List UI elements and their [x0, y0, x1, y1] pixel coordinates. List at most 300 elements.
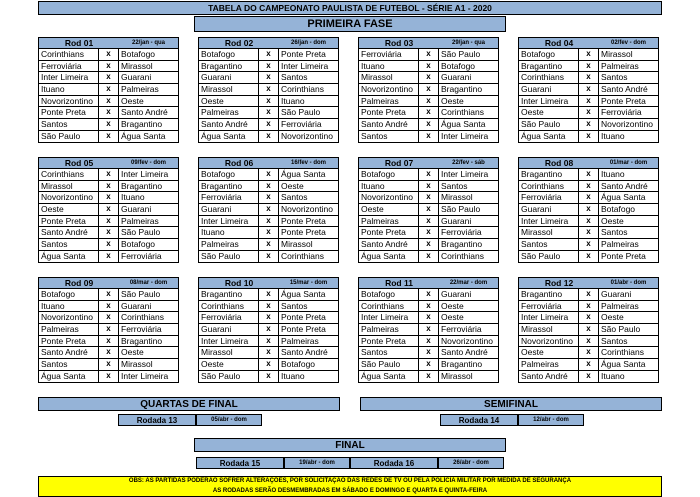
- away-team: Ferroviária: [441, 324, 482, 335]
- home-team: Oeste: [199, 359, 259, 370]
- round-header: [518, 277, 659, 289]
- match-row: [198, 204, 339, 216]
- round-table: [358, 157, 499, 263]
- versus-mark: x: [99, 107, 119, 118]
- home-team: São Paulo: [199, 251, 259, 262]
- away-team: Oeste: [281, 180, 304, 191]
- away-team: Botafogo: [281, 359, 316, 370]
- match-row: [358, 169, 499, 181]
- round-table: [518, 37, 659, 143]
- away-team: Santos: [441, 180, 468, 191]
- home-team: Corinthians: [519, 181, 579, 192]
- observation-note: [38, 476, 662, 497]
- match-row: [518, 169, 659, 181]
- match-row: [518, 251, 659, 263]
- versus-mark: x: [419, 336, 439, 347]
- match-row: [198, 192, 339, 204]
- home-team: Bragantino: [519, 289, 579, 300]
- versus-mark: x: [99, 96, 119, 107]
- match-row: [198, 49, 339, 61]
- match-row: [358, 49, 499, 61]
- versus-mark: x: [419, 359, 439, 370]
- versus-mark: x: [579, 336, 599, 347]
- match-row: [358, 289, 499, 301]
- round-header: [38, 37, 179, 49]
- match-row: [518, 347, 659, 359]
- round-name: Rod 02: [224, 38, 254, 48]
- home-team: Oeste: [39, 204, 99, 215]
- away-team: Mirassol: [121, 60, 153, 71]
- match-row: [358, 324, 499, 336]
- away-team: Oeste: [601, 312, 624, 323]
- home-team: Guarani: [519, 84, 579, 95]
- home-team: Ferroviária: [519, 192, 579, 203]
- round-header: [198, 37, 339, 49]
- away-team: Corinthians: [121, 312, 164, 323]
- round-header: [358, 277, 499, 289]
- home-team: Ponte Preta: [39, 107, 99, 118]
- away-team: Santos: [281, 72, 308, 83]
- away-team: Palmeiras: [121, 84, 159, 95]
- away-team: Oeste: [441, 312, 464, 323]
- away-team: Ituano: [281, 95, 305, 106]
- match-row: [198, 251, 339, 263]
- away-team: Mirassol: [121, 359, 153, 370]
- home-team: Santo André: [519, 371, 579, 382]
- away-team: Palmeiras: [281, 335, 319, 346]
- away-team: Oeste: [601, 215, 624, 226]
- round-header: [38, 157, 179, 169]
- home-team: Inter Limeira: [199, 336, 259, 347]
- away-team: Ponte Preta: [601, 95, 646, 106]
- match-row: [358, 347, 499, 359]
- round-name: Rod 06: [224, 158, 254, 168]
- away-team: Água Santa: [121, 130, 166, 141]
- versus-mark: x: [579, 131, 599, 142]
- home-team: Inter Limeira: [519, 96, 579, 107]
- match-row: [358, 227, 499, 239]
- versus-mark: x: [99, 301, 119, 312]
- away-team: Botafogo: [601, 204, 636, 215]
- quarterfinals-date: 05/abr - dom: [196, 414, 262, 426]
- versus-mark: x: [259, 72, 279, 83]
- away-team: São Paulo: [601, 324, 641, 335]
- home-team: Palmeiras: [199, 239, 259, 250]
- match-row: [198, 312, 339, 324]
- away-team: Corinthians: [441, 107, 484, 118]
- versus-mark: x: [579, 204, 599, 215]
- match-row: [358, 61, 499, 73]
- home-team: Botafogo: [39, 289, 99, 300]
- away-team: Bragantino: [121, 180, 163, 191]
- final-date-1: 19/abr - dom: [284, 457, 350, 469]
- match-row: [358, 216, 499, 228]
- home-team: Ituano: [199, 227, 259, 238]
- away-team: Corinthians: [281, 84, 324, 95]
- match-row: [38, 107, 179, 119]
- away-team: Santo André: [121, 107, 168, 118]
- home-team: Ferroviária: [39, 61, 99, 72]
- home-team: Ituano: [39, 84, 99, 95]
- round-name: Rod 09: [64, 278, 94, 288]
- versus-mark: x: [419, 289, 439, 300]
- versus-mark: x: [259, 347, 279, 358]
- match-row: [38, 312, 179, 324]
- versus-mark: x: [579, 96, 599, 107]
- away-team: Santos: [601, 227, 628, 238]
- final-round-1: Rodada 15: [196, 457, 284, 469]
- match-row: [38, 301, 179, 313]
- home-team: Novorizontino: [39, 192, 99, 203]
- versus-mark: x: [579, 359, 599, 370]
- away-team: Santos: [281, 300, 308, 311]
- away-team: Palmeiras: [601, 239, 639, 250]
- home-team: Novorizontino: [39, 96, 99, 107]
- versus-mark: x: [99, 119, 119, 130]
- home-team: Mirassol: [359, 72, 419, 83]
- away-team: Corinthians: [441, 250, 484, 261]
- home-team: Novorizontino: [519, 336, 579, 347]
- away-team: Corinthians: [601, 347, 644, 358]
- match-row: [198, 131, 339, 143]
- match-row: [518, 227, 659, 239]
- versus-mark: x: [579, 49, 599, 60]
- semifinal-round: Rodada 14: [440, 414, 518, 426]
- round-header: [358, 157, 499, 169]
- versus-mark: x: [579, 251, 599, 262]
- home-team: Botafogo: [519, 49, 579, 60]
- versus-mark: x: [259, 251, 279, 262]
- versus-mark: x: [259, 227, 279, 238]
- home-team: Oeste: [519, 107, 579, 118]
- match-row: [198, 72, 339, 84]
- home-team: Santos: [359, 131, 419, 142]
- round-name: Rod 08: [544, 158, 574, 168]
- versus-mark: x: [259, 204, 279, 215]
- home-team: Oeste: [519, 347, 579, 358]
- round-date: 02/fev - dom: [610, 40, 646, 46]
- versus-mark: x: [99, 371, 119, 382]
- match-row: [518, 204, 659, 216]
- match-row: [358, 312, 499, 324]
- away-team: Mirassol: [281, 239, 313, 250]
- home-team: Inter Limeira: [519, 216, 579, 227]
- match-row: [38, 227, 179, 239]
- away-team: Ponte Preta: [281, 49, 326, 59]
- round-name: Rod 04: [544, 38, 574, 48]
- versus-mark: x: [419, 204, 439, 215]
- versus-mark: x: [259, 336, 279, 347]
- match-row: [38, 359, 179, 371]
- away-team: São Paulo: [281, 107, 321, 118]
- away-team: Ituano: [601, 130, 625, 141]
- match-row: [38, 216, 179, 228]
- home-team: Corinthians: [39, 49, 99, 60]
- home-team: Bragantino: [519, 61, 579, 72]
- versus-mark: x: [259, 169, 279, 180]
- home-team: Santo André: [199, 119, 259, 130]
- away-team: Bragantino: [441, 84, 483, 95]
- away-team: Ponte Preta: [281, 227, 326, 238]
- away-team: Bragantino: [121, 119, 163, 130]
- versus-mark: x: [579, 301, 599, 312]
- round-table: [38, 277, 179, 383]
- semifinal-date: 12/abr - dom: [518, 414, 584, 426]
- page-title: TABELA DO CAMPEONATO PAULISTA DE FUTEBOL - SÉRIE A1 - 2020: [38, 1, 662, 15]
- away-team: Água Santa: [281, 289, 326, 299]
- round-date: 08/mar - dom: [129, 280, 168, 286]
- match-row: [198, 336, 339, 348]
- versus-mark: x: [259, 239, 279, 250]
- versus-mark: x: [419, 131, 439, 142]
- versus-mark: x: [259, 289, 279, 300]
- home-team: São Paulo: [199, 371, 259, 382]
- home-team: Santo André: [39, 347, 99, 358]
- home-team: Palmeiras: [39, 324, 99, 335]
- match-row: [38, 119, 179, 131]
- home-team: São Paulo: [39, 131, 99, 142]
- quarterfinals-round: Rodada 13: [118, 414, 196, 426]
- match-row: [358, 181, 499, 193]
- match-row: [198, 347, 339, 359]
- home-team: Ferroviária: [199, 192, 259, 203]
- final-date-2: 26/abr - dom: [438, 457, 504, 469]
- home-team: Água Santa: [39, 251, 99, 262]
- versus-mark: x: [419, 84, 439, 95]
- versus-mark: x: [419, 72, 439, 83]
- away-team: Ponte Preta: [281, 312, 326, 323]
- away-team: Ferroviária: [601, 107, 642, 118]
- versus-mark: x: [579, 312, 599, 323]
- away-team: Ponte Preta: [281, 324, 326, 335]
- match-row: [198, 181, 339, 193]
- round-date: 26/jan - dom: [290, 40, 326, 46]
- match-row: [198, 301, 339, 313]
- match-row: [518, 359, 659, 371]
- away-team: Novorizontino: [441, 335, 493, 346]
- versus-mark: x: [419, 119, 439, 130]
- home-team: Santos: [359, 347, 419, 358]
- match-row: [198, 289, 339, 301]
- versus-mark: x: [259, 312, 279, 323]
- match-row: [38, 192, 179, 204]
- versus-mark: x: [99, 72, 119, 83]
- round-name: Rod 11: [385, 278, 413, 288]
- home-team: Ituano: [359, 181, 419, 192]
- home-team: Água Santa: [39, 371, 99, 382]
- round-name: Rod 12: [544, 278, 574, 288]
- match-row: [518, 72, 659, 84]
- match-row: [198, 96, 339, 108]
- versus-mark: x: [99, 251, 119, 262]
- match-row: [38, 49, 179, 61]
- home-team: Corinthians: [39, 169, 99, 180]
- observation-line-2: AS RODADAS SERÃO DESMEMBRADAS EM SÁBADO E DOMINGO E QUARTA E QUINTA-FEIRA: [212, 487, 488, 494]
- away-team: São Paulo: [441, 204, 481, 215]
- home-team: Inter Limeira: [359, 312, 419, 323]
- away-team: Inter Limeira: [281, 60, 329, 71]
- home-team: São Paulo: [519, 119, 579, 130]
- final-round-2: Rodada 16: [350, 457, 438, 469]
- versus-mark: x: [99, 61, 119, 72]
- away-team: Ferroviária: [441, 227, 482, 238]
- match-row: [358, 107, 499, 119]
- away-team: Água Santa: [281, 169, 326, 179]
- away-team: Santos: [281, 192, 308, 203]
- home-team: Santos: [39, 119, 99, 130]
- versus-mark: x: [259, 216, 279, 227]
- versus-mark: x: [259, 324, 279, 335]
- home-team: Novorizontino: [359, 192, 419, 203]
- away-team: Água Santa: [601, 192, 646, 203]
- home-team: Botafogo: [359, 169, 419, 180]
- versus-mark: x: [419, 49, 439, 60]
- away-team: Ituano: [281, 370, 305, 381]
- round-name: Rod 05: [64, 158, 94, 168]
- match-row: [198, 119, 339, 131]
- home-team: Guarani: [199, 72, 259, 83]
- match-row: [198, 239, 339, 251]
- away-team: Novorizontino: [281, 204, 333, 215]
- match-row: [518, 336, 659, 348]
- home-team: Ponte Preta: [359, 336, 419, 347]
- round-date: 01/abr - dom: [610, 280, 647, 286]
- away-team: Oeste: [121, 347, 144, 358]
- round-date: 09/fev - dom: [130, 160, 166, 166]
- versus-mark: x: [419, 61, 439, 72]
- away-team: Bragantino: [441, 359, 483, 370]
- versus-mark: x: [99, 324, 119, 335]
- home-team: Palmeiras: [359, 216, 419, 227]
- versus-mark: x: [419, 347, 439, 358]
- home-team: Santos: [519, 239, 579, 250]
- versus-mark: x: [99, 181, 119, 192]
- match-row: [198, 216, 339, 228]
- home-team: Ferroviária: [519, 301, 579, 312]
- round-date: 22/jan - qua: [131, 40, 165, 46]
- away-team: Palmeiras: [601, 60, 639, 71]
- match-row: [198, 107, 339, 119]
- away-team: São Paulo: [121, 289, 161, 299]
- home-team: Corinthians: [519, 72, 579, 83]
- home-team: Ituano: [39, 301, 99, 312]
- match-row: [518, 131, 659, 143]
- away-team: Oeste: [121, 95, 144, 106]
- away-team: Corinthians: [281, 250, 324, 261]
- versus-mark: x: [259, 301, 279, 312]
- home-team: Mirassol: [519, 324, 579, 335]
- versus-mark: x: [419, 216, 439, 227]
- round-header: [518, 37, 659, 49]
- versus-mark: x: [579, 169, 599, 180]
- match-row: [198, 61, 339, 73]
- versus-mark: x: [99, 49, 119, 60]
- match-row: [358, 371, 499, 383]
- match-row: [38, 251, 179, 263]
- versus-mark: x: [259, 192, 279, 203]
- versus-mark: x: [259, 181, 279, 192]
- round-table: [358, 37, 499, 143]
- away-team: Inter Limeira: [441, 169, 489, 179]
- versus-mark: x: [99, 84, 119, 95]
- versus-mark: x: [259, 131, 279, 142]
- home-team: Palmeiras: [199, 107, 259, 118]
- versus-mark: x: [419, 227, 439, 238]
- away-team: Palmeiras: [121, 215, 159, 226]
- home-team: Santo André: [359, 239, 419, 250]
- away-team: Guarani: [601, 289, 632, 299]
- versus-mark: x: [99, 227, 119, 238]
- versus-mark: x: [419, 301, 439, 312]
- match-row: [38, 61, 179, 73]
- away-team: Novorizontino: [281, 130, 333, 141]
- away-team: Inter Limeira: [441, 130, 489, 141]
- versus-mark: x: [419, 192, 439, 203]
- round-table: [518, 277, 659, 383]
- round-table: [198, 157, 339, 263]
- match-row: [518, 371, 659, 383]
- away-team: Novorizontino: [601, 119, 653, 130]
- match-row: [518, 49, 659, 61]
- home-team: Santos: [39, 239, 99, 250]
- away-team: Bragantino: [441, 239, 483, 250]
- home-team: Mirassol: [199, 347, 259, 358]
- home-team: Bragantino: [199, 289, 259, 300]
- versus-mark: x: [259, 96, 279, 107]
- phase-header: PRIMEIRA FASE: [194, 16, 506, 32]
- away-team: Botafogo: [441, 60, 476, 71]
- match-row: [358, 336, 499, 348]
- away-team: Botafogo: [121, 49, 156, 59]
- away-team: Guarani: [121, 300, 152, 311]
- home-team: Oeste: [199, 96, 259, 107]
- home-team: Corinthians: [199, 301, 259, 312]
- home-team: Água Santa: [359, 251, 419, 262]
- match-row: [198, 227, 339, 239]
- versus-mark: x: [579, 347, 599, 358]
- round-date: 22/fev - sáb: [452, 160, 485, 166]
- versus-mark: x: [579, 72, 599, 83]
- away-team: Santos: [601, 72, 628, 83]
- home-team: Ponte Preta: [359, 107, 419, 118]
- versus-mark: x: [99, 336, 119, 347]
- away-team: Inter Limeira: [121, 169, 169, 179]
- away-team: Água Santa: [601, 359, 646, 370]
- home-team: Mirassol: [39, 181, 99, 192]
- versus-mark: x: [579, 239, 599, 250]
- away-team: São Paulo: [121, 227, 161, 238]
- home-team: Novorizontino: [39, 312, 99, 323]
- match-row: [518, 96, 659, 108]
- versus-mark: x: [259, 84, 279, 95]
- versus-mark: x: [579, 192, 599, 203]
- match-row: [38, 96, 179, 108]
- home-team: Ponte Preta: [359, 227, 419, 238]
- round-name: Rod 10: [224, 278, 254, 288]
- versus-mark: x: [579, 61, 599, 72]
- match-row: [38, 336, 179, 348]
- versus-mark: x: [99, 131, 119, 142]
- away-team: Bragantino: [121, 335, 163, 346]
- match-row: [358, 204, 499, 216]
- home-team: Bragantino: [199, 181, 259, 192]
- home-team: Corinthians: [359, 301, 419, 312]
- away-team: Guarani: [441, 289, 472, 299]
- away-team: Santo André: [601, 84, 648, 95]
- round-table: [198, 37, 339, 143]
- match-row: [518, 324, 659, 336]
- versus-mark: x: [579, 119, 599, 130]
